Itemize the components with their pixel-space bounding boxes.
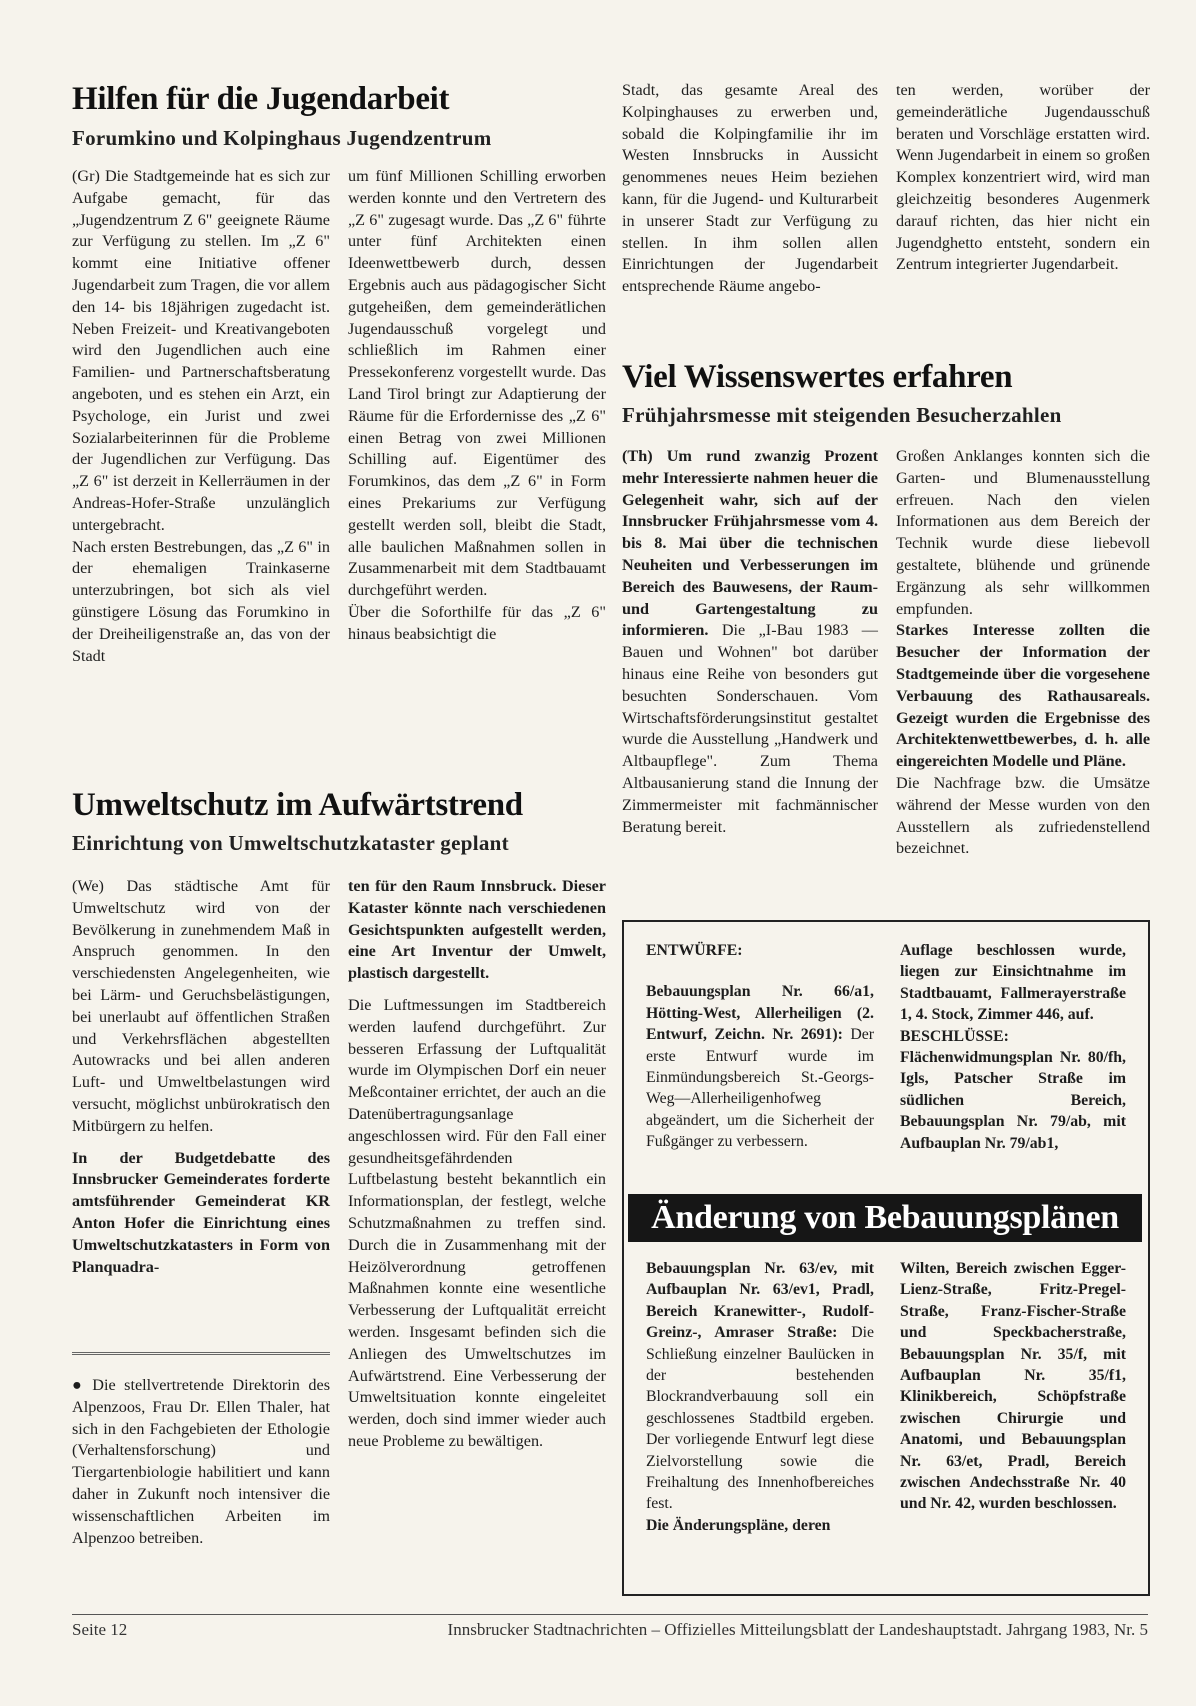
box-lower-left [646, 1258, 874, 1536]
bullet-icon: ● [72, 1376, 87, 1394]
paragraph: Die Nachfrage bzw. die Umsätze während der Messe wurden von den Ausstellern als zufriedenstellend bezeichnet. [896, 773, 1150, 858]
box-upper-left [646, 940, 874, 1153]
article-umweltschutz-col1 [72, 876, 330, 1278]
paragraph: (Gr) Die Stadtgemeinde hat es sich zur Aufgabe gemacht, für das „Jugendzentrum Z 6" geeignete Räume zur Verfügung zu stellen. Im „Z 6" kommt eine Initiative offener Jugendarbeit zum Tragen, die vor allem den 14- bis 18jährigen zugedacht ist. Neben Freizeit- und Kreativangeboten wird den Jugendlichen auch eine Familien- und Partnerschaftsberatung angeboten, und es stehen ein Arzt, ein Psychologe, ein Jurist und zwei Sozialarbeiterinnen für die Probleme der Jugendlichen zur Verfügung. Das „Z 6" ist derzeit in Kellerräumen in der Andreas-Hofer-Straße unzulänglich untergebracht. [72, 167, 330, 534]
bold-paragraph: In der Budgetdebatte des Innsbrucker Gemeinderates forderte amtsführender Gemeinderat KR Anton Hofer die Einrichtung eines Umweltschutzkatasters in Form von Planquadra- [72, 1148, 330, 1276]
beschluesse-text: Flächenwidmungsplan Nr. 80/fh, Igls, Patscher Straße im südlichen Bereich, Bebauungsplan Nr. 79/ab, mit Aufbauplan Nr. 79/ab1, [900, 1049, 1126, 1152]
bebauungsplan-63ev-text: Die Schließung einzelner Baulücken in der bestehenden Blockrandverbauung soll ein geschlossenes Stadtbild ergeben. Der vorliegende Entwurf legt diese Zielvorstellung sowie die Freihaltung des Innenhofbereiches fest. [646, 1324, 875, 1513]
footer [72, 1620, 1148, 1640]
footer-rule [72, 1614, 1148, 1615]
article-umweltschutz-col2 [348, 876, 606, 1453]
paragraph: Großen Anklanges konnten sich die Garten- und Blumenausstellung erfreuen. Nach den vielen Informationen aus dem Bereich der Technik wurde diese liebevoll gestaltete, blühende und grünende Ergänzung als sehr willkommen empfunden. [896, 447, 1150, 618]
article-wissenswertes-col1 [622, 446, 878, 838]
subhead-wissenswertes: Frühjahrsmesse mit steigenden Besucherzahlen [622, 403, 1062, 427]
bold-paragraph: ten für den Raum Innsbruck. Dieser Kataster könnte nach verschiedenen Gesichtspunkten aufgestellt werden, eine Art Inventur der Umwelt, plastisch dargestellt. [348, 877, 606, 983]
headline-umweltschutz: Umweltschutz im Aufwärtstrend [72, 787, 523, 823]
article-jugendarbeit-col3 [622, 80, 878, 298]
bold-paragraph: Starkes Interesse zollten die Besucher der Information der Stadtgemeinde über die vorgesehene Verbauung des Rathausareals. Gezeigt wurden die Ergebnisse des Architektenwettbewerbes, d. h. alle eingereichten Modelle und Pläne. [896, 621, 1150, 771]
paragraph: Über die Soforthilfe für das „Z 6" hinaus beabsichtigt die [348, 602, 606, 643]
aenderungsplaene-text: Die Änderungspläne, deren [646, 1516, 831, 1534]
lead-text: (Th) Um rund zwanzig Prozent mehr Interessierte nahmen heuer die Gelegenheit wahr, sich auf der Innsbrucker Frühjahrsmesse vom 4. bis 8. Mai über die technischen Neuheiten und Verbesserungen im Bereich des Bauwesens, der Raum- und Gartengestaltung zu informieren. [622, 447, 878, 640]
subhead-umweltschutz: Einrichtung von Umweltschutzkataster geplant [72, 831, 509, 855]
box-lower-right [900, 1258, 1126, 1515]
bebauungsplan-63ev-title: Bebauungsplan Nr. 63/ev, mit Aufbauplan Nr. 63/ev1, Pradl, Bereich Kranewitter-, Rudolf-Greinz-, Amraser Straße: [646, 1260, 874, 1342]
entwuerfe-label: ENTWÜRFE: [646, 942, 743, 959]
paragraph: ten werden, worüber der gemeinderätliche Jugendausschuß beraten und Vorschläge erstatten wird. Wenn Jugendarbeit in einem so großen Komplex konzentriert wird, wird man gleichzeitig besonderes Augenmerk darauf richten, das hier nicht ein Jugendghetto entsteht, sondern ein Zentrum integrierter Jugendarbeit. [896, 81, 1150, 274]
entwurf-text: Der erste Entwurf wurde im Einmündungsbereich St.-Georgs-Weg—Allerheiligenhofweg abgeändert, um die Sicherheit der Fußgänger zu verbessern. [646, 1026, 874, 1151]
page-number: Seite 12 [72, 1620, 128, 1639]
paragraph: Die stellvertretende Direktorin des Alpenzoos, Frau Dr. Ellen Thaler, hat sich in den Fachgebieten der Ethologie (Verhaltensforschung) und Tiergartenbiologie habilitiert und kann daher in Zukunft noch intensiver die wissenschaftlichen Arbeiten im Alpenzoo betreiben. [72, 1376, 331, 1547]
paragraph: Die Luftmessungen im Stadtbereich werden laufend durchgeführt. Zur besseren Erfassung der Luftqualität wurde im Olympischen Dorf ein neuer Meßcontainer errichtet, der auch an die Datenübertragungsanlage angeschlossen wird. Für den Fall einer gesundheitsgefährdenden Luftbelastung besteht bekanntlich ein Informationsplan, der festlegt, welche Schutzmaßnahmen zu treffen sind. Durch die in Zusammenhang mit der Heizölverordnung getroffenen Maßnahmen konnte eine wesentliche Verbesserung der Luftqualität erreicht werden. Insgesamt befinden sich die Anliegen des Umweltschutzes im Aufwärtstrend. Eine Verbesserung der Umweltsituation konnte eingeleitet werden, doch sind immer wieder auch neue Probleme zu bewältigen. [348, 995, 606, 1450]
headline-jugendarbeit: Hilfen für die Jugendarbeit [72, 81, 450, 117]
brief-alpenzoo [72, 1375, 330, 1549]
box-upper-right [900, 940, 1126, 1154]
aenderung-title-bar: Änderung von Bebauungsplänen [628, 1194, 1142, 1242]
paragraph: (We) Das städtische Amt für Umweltschutz wird von der Bevölkerung in zunehmendem Maß in Anspruch genommen. In den verschiedensten Angelegenheiten, wie bei Lärm- und Geruchsbelästigungen, bei unerlaubt auf öffentlichen Straßen und Verkehrsflächen abgestellten Autowracks und bei allen anderen Luft- und Umweltbelastungen wird versucht, möglichst unbürokratisch den Mitbürgern zu helfen. [72, 877, 330, 1135]
article-jugendarbeit-col4 [896, 80, 1150, 276]
paragraph: Die „I-Bau 1983 — Bauen und Wohnen" bot darüber hinaus eine Reihe von besonders gut besuchten Sonderschauen. Vom Wirtschaftsförderungsinstitut gestaltet wurde die Ausstellung „Handwerk und Altbaupflege". Zum Thema Altbausanierung stand die Innung der Zimmermeister mit fachmännischer Beratung bereit. [622, 621, 878, 836]
auflage-text: Auflage beschlossen wurde, liegen zur Einsichtnahme im Stadtbauamt, Fallmerayerstraße 1, 4. Stock, Zimmer 446, auf. [900, 942, 1126, 1024]
publication-line: Innsbrucker Stadtnachrichten – Offizielles Mitteilungsblatt der Landeshauptstadt. Jahrgang 1983, Nr. 5 [447, 1620, 1148, 1639]
article-wissenswertes-col2 [896, 446, 1150, 860]
beschlossen-text: Wilten, Bereich zwischen Egger-Lienz-Straße, Fritz-Pregel-Straße, Franz-Fischer-Straße und Speckbacherstraße, Bebauungsplan Nr. 35/f, mit Aufbauplan Nr. 35/f1, Klinikbereich, Schöpfstraße zwischen Chirurgie und Anatomi, und Bebauungsplan Nr. 63/et, Pradl, Bereich zwischen Andechsstraße Nr. 40 und Nr. 42, wurden beschlossen. [900, 1260, 1126, 1513]
paragraph: Stadt, das gesamte Areal des Kolpinghauses zu erwerben und, sobald die Kolpingfamilie ihr im Westen Innsbrucks in Aussicht genommenes neues Heim beziehen kann, für die Jugend- und Kulturarbeit in unserer Stadt zur Verfügung zu stellen. In ihm sollen allen Einrichtungen der Jugendarbeit entsprechende Räume angebo- [622, 81, 878, 296]
article-jugendarbeit-col1 [72, 166, 330, 667]
headline-wissenswertes: Viel Wissenswertes erfahren [622, 359, 1013, 395]
beschluesse-label: BESCHLÜSSE: [900, 1027, 1009, 1045]
subhead-jugendarbeit: Forumkino und Kolpinghaus Jugendzentrum [72, 126, 492, 150]
paragraph: um fünf Millionen Schilling erworben werden konnte und den Vertretern des „Z 6" zugesagt wurde. Das „Z 6" führte unter fünf Architekten einen Ideenwettbewerb durch, dessen Ergebnis auch aus pädagogischer Sicht gutgeheißen, dem gemeinderätlichen Jugendausschuß vorgelegt und schließlich im Rahmen einer Pressekonferenz vorgestellt wurde. Das Land Tirol bringt zur Adaptierung der Räume für die Erfordernisse des „Z 6" einen Betrag von zwei Millionen Schilling auf. Eigentümer des Forumkinos, das dem „Z 6" in Form eines Prekariums zur Verfügung gestellt werden soll, bleibt die Stadt, alle baulichen Maßnahmen sollen in Zusammenarbeit mit dem Stadtbauamt durchgeführt werden. [348, 167, 606, 600]
divider [72, 1352, 330, 1355]
paragraph: Nach ersten Bestrebungen, das „Z 6" in der ehemaligen Trainkaserne unterzubringen, bot sich als viel günstigere Lösung das Forumkino in der Dreiheiligenstraße an, das von der Stadt [72, 537, 330, 665]
entwurf-title: Bebauungsplan Nr. 66/a1, Hötting-West, Allerheiligen (2. Entwurf, Zeichn. Nr. 2691): [646, 983, 874, 1044]
article-jugendarbeit-col2 [348, 166, 606, 646]
